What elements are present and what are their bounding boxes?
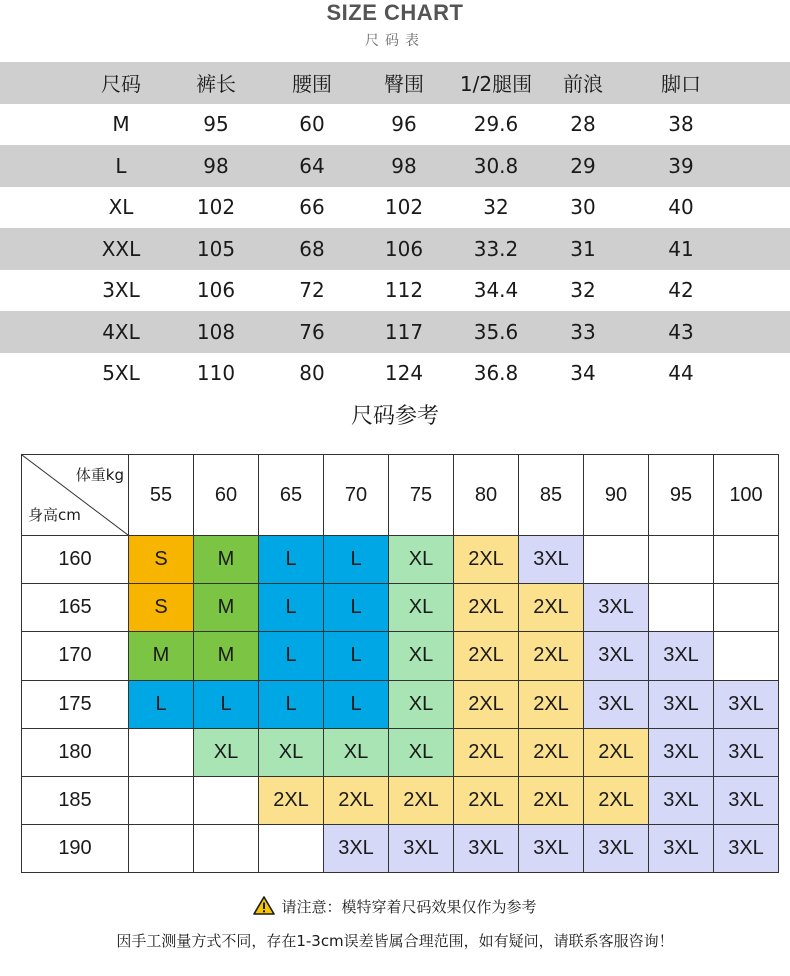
size-cell bbox=[129, 776, 194, 824]
size-table-cell: 28 bbox=[570, 112, 596, 137]
size-cell: 3XL bbox=[324, 825, 389, 873]
size-cell: L bbox=[324, 584, 389, 632]
size-table-header-cell: 裤长 bbox=[196, 72, 236, 97]
size-table-header-cell: 臀围 bbox=[384, 72, 424, 97]
size-table-cell: 30 bbox=[570, 195, 596, 220]
size-cell: XL bbox=[389, 632, 454, 680]
size-cell: XL bbox=[389, 584, 454, 632]
size-cell: 3XL bbox=[584, 680, 649, 728]
size-table-cell: 72 bbox=[299, 278, 325, 303]
size-cell: 2XL bbox=[454, 584, 519, 632]
size-cell: XL bbox=[389, 536, 454, 584]
size-cell: 3XL bbox=[584, 584, 649, 632]
size-cell: 3XL bbox=[714, 680, 779, 728]
reference-row bbox=[22, 536, 779, 584]
size-table-cell: 29.6 bbox=[473, 112, 519, 137]
size-table-cell: 117 bbox=[384, 319, 424, 344]
size-table-cell: 38 bbox=[668, 112, 694, 137]
size-table-cell: 32 bbox=[483, 195, 509, 220]
size-table-cell: 31 bbox=[570, 236, 596, 261]
size-table-row bbox=[0, 145, 790, 187]
size-cell: 3XL bbox=[649, 728, 714, 776]
size-cell: 2XL bbox=[324, 776, 389, 824]
weight-header-cell: 80 bbox=[454, 455, 519, 536]
size-cell: L bbox=[259, 680, 324, 728]
size-cell: M bbox=[194, 584, 259, 632]
size-cell: 2XL bbox=[454, 632, 519, 680]
size-table-cell: 80 bbox=[299, 361, 325, 386]
size-cell: L bbox=[194, 680, 259, 728]
size-cell bbox=[714, 584, 779, 632]
size-cell: 2XL bbox=[454, 776, 519, 824]
height-row-header: 175 bbox=[22, 680, 129, 728]
size-table-row bbox=[0, 104, 790, 146]
size-cell: XL bbox=[389, 728, 454, 776]
size-table-cell: 3XL bbox=[102, 278, 140, 303]
height-row-header: 180 bbox=[22, 728, 129, 776]
size-table-header-row bbox=[0, 62, 790, 104]
size-measurement-table bbox=[0, 62, 790, 394]
weight-header-cell: 75 bbox=[389, 455, 454, 536]
weight-header-cell: 60 bbox=[194, 455, 259, 536]
size-cell: 2XL bbox=[454, 728, 519, 776]
size-table-row bbox=[0, 187, 790, 229]
size-table-cell: 76 bbox=[299, 319, 325, 344]
chart-subtitle: 尺码表 bbox=[365, 33, 425, 49]
height-row-header: 170 bbox=[22, 632, 129, 680]
size-cell bbox=[194, 776, 259, 824]
size-table-cell: 33 bbox=[570, 319, 596, 344]
size-table-cell: XL bbox=[108, 195, 134, 220]
size-cell: 2XL bbox=[584, 728, 649, 776]
size-table-cell: 66 bbox=[299, 195, 325, 220]
size-table-cell: L bbox=[115, 153, 127, 178]
size-cell: 3XL bbox=[454, 825, 519, 873]
size-table-row bbox=[0, 311, 790, 353]
size-cell: S bbox=[129, 584, 194, 632]
size-cell: L bbox=[324, 632, 389, 680]
size-table-cell: M bbox=[112, 112, 130, 137]
size-cell: 3XL bbox=[714, 728, 779, 776]
size-table-cell: 29 bbox=[570, 153, 596, 178]
size-table-cell: 106 bbox=[196, 278, 236, 303]
size-table-row bbox=[0, 353, 790, 395]
reference-row bbox=[22, 776, 779, 824]
size-table-header-cell: 1/2腿围 bbox=[459, 72, 533, 97]
size-table-cell: 35.6 bbox=[473, 319, 519, 344]
size-cell bbox=[584, 536, 649, 584]
size-cell: 2XL bbox=[519, 680, 584, 728]
size-table-cell: 108 bbox=[196, 319, 236, 344]
size-table-cell: 64 bbox=[299, 153, 325, 178]
size-cell bbox=[649, 536, 714, 584]
weight-header-cell: 65 bbox=[259, 455, 324, 536]
chart-title: SIZE CHART bbox=[326, 0, 464, 25]
size-table-cell: 102 bbox=[196, 195, 236, 220]
size-table-cell: 98 bbox=[203, 153, 229, 178]
size-cell: 3XL bbox=[649, 680, 714, 728]
height-row-header: 165 bbox=[22, 584, 129, 632]
size-table-cell: 40 bbox=[668, 195, 694, 220]
reference-row bbox=[22, 728, 779, 776]
size-table-cell: 30.8 bbox=[473, 153, 519, 178]
size-table-cell: 102 bbox=[384, 195, 424, 220]
size-cell: 2XL bbox=[519, 584, 584, 632]
weight-axis-label: 体重kg bbox=[75, 466, 124, 484]
size-cell bbox=[714, 536, 779, 584]
size-cell bbox=[649, 584, 714, 632]
size-cell: L bbox=[129, 680, 194, 728]
size-table-header-cell: 前浪 bbox=[563, 72, 603, 97]
reference-title: 尺码参考 bbox=[350, 404, 439, 429]
size-cell: L bbox=[259, 632, 324, 680]
size-cell bbox=[194, 825, 259, 873]
size-cell: L bbox=[324, 680, 389, 728]
reference-corner-cell bbox=[22, 455, 129, 536]
size-cell: 2XL bbox=[389, 776, 454, 824]
height-row-header: 160 bbox=[22, 536, 129, 584]
size-table-cell: 33.2 bbox=[473, 236, 519, 261]
size-cell: 3XL bbox=[649, 776, 714, 824]
size-table-cell: 68 bbox=[299, 236, 325, 261]
height-row-header: 190 bbox=[22, 825, 129, 873]
size-cell bbox=[714, 632, 779, 680]
size-table-cell: 4XL bbox=[102, 319, 140, 344]
size-cell: 3XL bbox=[389, 825, 454, 873]
size-table-cell: 39 bbox=[668, 153, 694, 178]
reference-row bbox=[22, 680, 779, 728]
size-table-cell: 41 bbox=[668, 236, 694, 261]
size-cell bbox=[129, 728, 194, 776]
size-cell: 2XL bbox=[454, 536, 519, 584]
size-table-cell: 124 bbox=[384, 361, 424, 386]
size-cell: 3XL bbox=[714, 825, 779, 873]
size-table-cell: 5XL bbox=[102, 361, 140, 386]
size-cell bbox=[129, 825, 194, 873]
size-table-cell: 112 bbox=[384, 278, 424, 303]
size-cell: 2XL bbox=[519, 632, 584, 680]
size-cell: 2XL bbox=[519, 728, 584, 776]
size-table-cell: 96 bbox=[391, 112, 417, 137]
size-table-cell: 34 bbox=[570, 361, 596, 386]
size-table-cell: 34.4 bbox=[473, 278, 519, 303]
size-cell: M bbox=[194, 632, 259, 680]
weight-header-cell: 90 bbox=[584, 455, 649, 536]
size-table-cell: 110 bbox=[196, 361, 236, 386]
note-line-1-text: 请注意：模特穿着尺码效果仅作为参考 bbox=[281, 898, 537, 916]
size-table-cell: 98 bbox=[391, 153, 417, 178]
size-cell: 2XL bbox=[584, 776, 649, 824]
size-cell: 2XL bbox=[259, 776, 324, 824]
height-row-header: 185 bbox=[22, 776, 129, 824]
size-table-header-cell: 尺码 bbox=[101, 72, 141, 97]
size-cell: S bbox=[129, 536, 194, 584]
size-cell: XL bbox=[194, 728, 259, 776]
size-cell: 2XL bbox=[454, 680, 519, 728]
size-cell: XL bbox=[389, 680, 454, 728]
weight-header-cell: 70 bbox=[324, 455, 389, 536]
size-cell: L bbox=[324, 536, 389, 584]
size-reference-table bbox=[21, 454, 779, 873]
warning-triangle-icon bbox=[253, 896, 275, 915]
weight-header-cell: 100 bbox=[714, 455, 779, 536]
size-table-cell: 43 bbox=[668, 319, 694, 344]
reference-row bbox=[22, 825, 779, 873]
size-cell: 3XL bbox=[649, 632, 714, 680]
size-cell: 3XL bbox=[584, 825, 649, 873]
size-table-cell: 44 bbox=[668, 361, 694, 386]
size-table-cell: 60 bbox=[299, 112, 325, 137]
size-table-header-cell: 腰围 bbox=[292, 72, 332, 97]
size-table-cell: 95 bbox=[203, 112, 229, 137]
size-cell: 3XL bbox=[519, 536, 584, 584]
size-cell bbox=[259, 825, 324, 873]
size-cell: M bbox=[129, 632, 194, 680]
size-table-header-cell: 脚口 bbox=[661, 72, 701, 97]
size-table-row bbox=[0, 228, 790, 270]
size-table-cell: 105 bbox=[196, 236, 236, 261]
size-cell: XL bbox=[324, 728, 389, 776]
height-axis-label: 身高cm bbox=[28, 506, 81, 524]
size-cell: L bbox=[259, 536, 324, 584]
size-table-cell: 42 bbox=[668, 278, 694, 303]
weight-header-cell: 95 bbox=[649, 455, 714, 536]
size-table-cell: 36.8 bbox=[473, 361, 519, 386]
reference-row bbox=[22, 584, 779, 632]
size-cell: XL bbox=[259, 728, 324, 776]
size-cell: 3XL bbox=[649, 825, 714, 873]
size-cell: M bbox=[194, 536, 259, 584]
size-cell: 2XL bbox=[519, 776, 584, 824]
weight-header-cell: 55 bbox=[129, 455, 194, 536]
size-cell: L bbox=[259, 584, 324, 632]
weight-header-cell: 85 bbox=[519, 455, 584, 536]
note-line-2: 因手工测量方式不同，存在1-3cm误差皆属合理范围，如有疑问，请联系客服咨询！ bbox=[116, 932, 674, 950]
size-cell: 3XL bbox=[519, 825, 584, 873]
note-line-1 bbox=[0, 896, 790, 917]
reference-header-row bbox=[22, 455, 779, 536]
size-table-cell: 32 bbox=[570, 278, 596, 303]
size-cell: 3XL bbox=[584, 632, 649, 680]
reference-row bbox=[22, 632, 779, 680]
size-table-cell: XXL bbox=[101, 236, 141, 261]
size-table-row bbox=[0, 270, 790, 312]
size-table-cell: 106 bbox=[384, 236, 424, 261]
size-cell: 3XL bbox=[714, 776, 779, 824]
